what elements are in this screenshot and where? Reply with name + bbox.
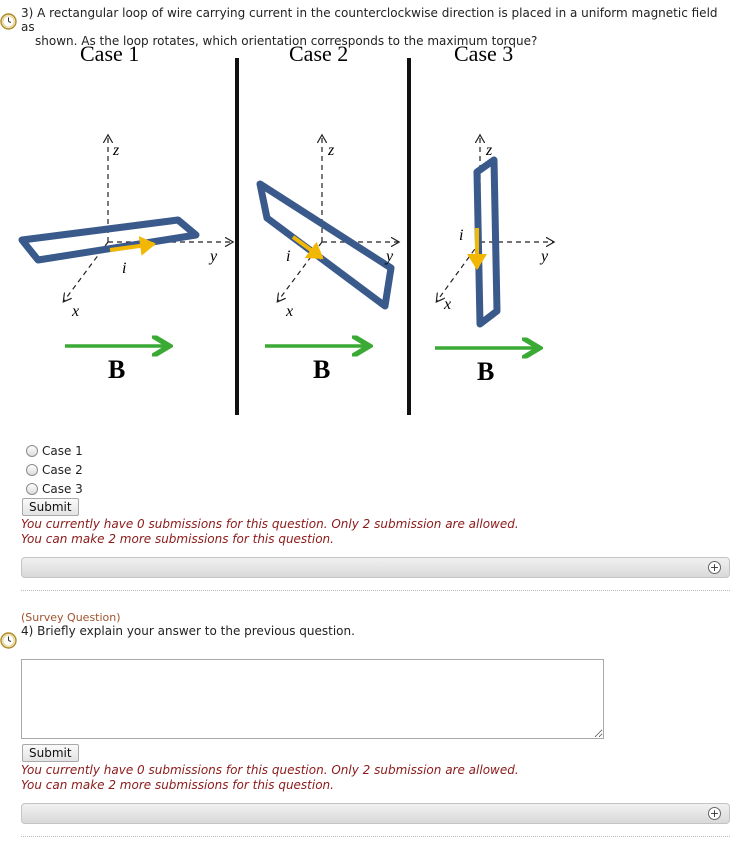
- option-case-2[interactable]: [26, 463, 83, 477]
- case-3-title: Case 3: [454, 41, 514, 66]
- expand-plus-icon[interactable]: +: [709, 561, 720, 574]
- case-2-current-arrow: [293, 237, 322, 258]
- question-3-line-1: 3) A rectangular loop of wire carrying current in the counterclockwise direction is placed in a uniform magnetic field as: [21, 6, 718, 34]
- case-1-current-label: i: [122, 260, 127, 277]
- option-case-2-label: Case 2: [42, 463, 83, 477]
- question-3-submit-button[interactable]: Submit: [22, 498, 79, 516]
- question-4-notice-1: You currently have 0 submissions for this question. Only 2 submission are allowed.: [21, 763, 519, 777]
- case-3-field-label: B: [477, 357, 495, 386]
- question-4-submit-button[interactable]: Submit: [22, 744, 79, 762]
- case-3-y-label: y: [541, 248, 549, 265]
- clock-icon: [0, 632, 17, 649]
- option-case-3[interactable]: [26, 482, 83, 496]
- clock-icon: [0, 13, 17, 30]
- question-4-text: 4) Briefly explain your answer to the previous question.: [21, 624, 355, 638]
- question-3-line-2: shown. As the loop rotates, which orientation corresponds to the maximum torque?: [35, 34, 538, 48]
- case-1-x-label: x: [72, 303, 80, 320]
- case-2-field-label: B: [313, 355, 331, 384]
- case-1-title: Case 1: [80, 41, 140, 66]
- magnetic-field-figure: [0, 40, 733, 420]
- case-1-loop: [22, 220, 196, 260]
- case-3-z-label: z: [486, 142, 493, 159]
- case-3-x-label: x: [444, 296, 452, 313]
- question-3-notice-2: You can make 2 more submissions for this question.: [21, 532, 334, 546]
- case-2-y-label: y: [386, 248, 394, 265]
- case-2-title: Case 2: [289, 41, 349, 66]
- case-3-diagram: [435, 136, 553, 386]
- separator: [21, 836, 730, 837]
- case-2-diagram: [260, 136, 398, 384]
- option-case-1[interactable]: [26, 444, 83, 458]
- question-3-notice-1: You currently have 0 submissions for this question. Only 2 submission are allowed.: [21, 517, 519, 531]
- case-1-field-label: B: [108, 355, 126, 384]
- option-case-1-label: Case 1: [42, 444, 83, 458]
- case-1-y-label: y: [210, 248, 218, 265]
- case-2-current-label: i: [286, 248, 291, 265]
- case-3-x-axis: [437, 242, 480, 301]
- question-3-expand-bar[interactable]: [21, 557, 730, 578]
- explanation-textarea[interactable]: [21, 659, 604, 739]
- case-3-loop: [477, 160, 497, 324]
- question-4-notice-2: You can make 2 more submissions for this question.: [21, 778, 334, 792]
- case-2-x-label: x: [286, 303, 294, 320]
- radio-case-2[interactable]: [26, 464, 38, 476]
- survey-question-tag: (Survey Question): [21, 611, 121, 624]
- question-4-expand-bar[interactable]: [21, 803, 730, 824]
- case-3-current-label: i: [459, 227, 464, 244]
- option-case-3-label: Case 3: [42, 482, 83, 496]
- case-2-loop: [260, 184, 391, 306]
- case-1-z-label: z: [113, 142, 120, 159]
- expand-plus-icon[interactable]: +: [709, 807, 720, 820]
- case-1-diagram: [22, 136, 232, 384]
- separator: [21, 590, 730, 591]
- radio-case-3[interactable]: [26, 483, 38, 495]
- case-2-z-label: z: [328, 142, 335, 159]
- radio-case-1[interactable]: [26, 445, 38, 457]
